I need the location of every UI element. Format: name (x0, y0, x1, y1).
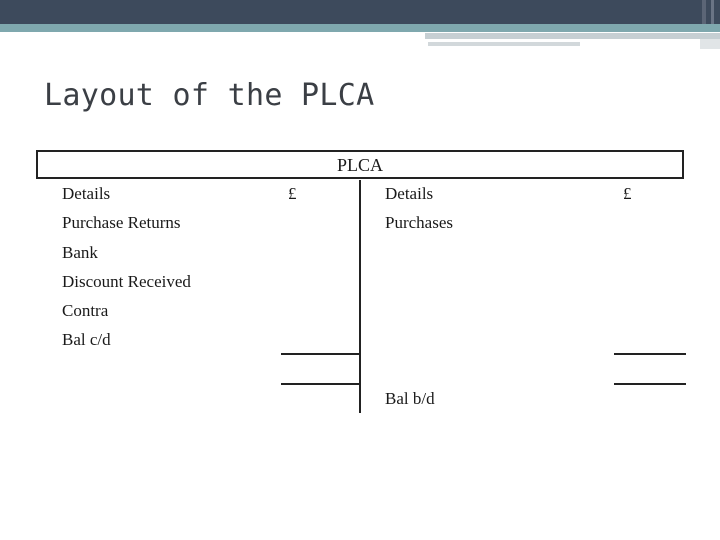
right-item-bal-bd: Bal b/d (385, 389, 435, 408)
right-total-line-top (614, 353, 686, 355)
decorative-line (428, 42, 580, 46)
left-item-contra: Contra (62, 301, 109, 320)
left-total-line-bottom (281, 383, 361, 385)
accent-line (0, 24, 720, 32)
t-account-divider (359, 180, 361, 413)
account-name: PLCA (336, 155, 383, 175)
header-stripe (702, 0, 706, 24)
slide-title: Layout of the PLCA (44, 78, 375, 113)
right-details-header: Details (385, 184, 434, 203)
left-item-discount-received: Discount Received (62, 272, 191, 291)
left-item-bal-cd: Bal c/d (62, 330, 111, 349)
left-item-purchase-returns: Purchase Returns (62, 213, 181, 232)
left-item-bank: Bank (62, 243, 98, 262)
right-total-line-bottom (614, 383, 686, 385)
right-amount-header: £ (623, 184, 632, 203)
left-details-header: Details (62, 184, 111, 203)
decorative-line (425, 33, 720, 39)
decorative-line (700, 39, 720, 49)
header-stripe (711, 0, 714, 24)
left-amount-header: £ (288, 184, 297, 203)
right-item-purchases: Purchases (385, 213, 453, 232)
left-total-line-top (281, 353, 361, 355)
account-title-box (36, 150, 684, 179)
header-bar (0, 0, 720, 24)
